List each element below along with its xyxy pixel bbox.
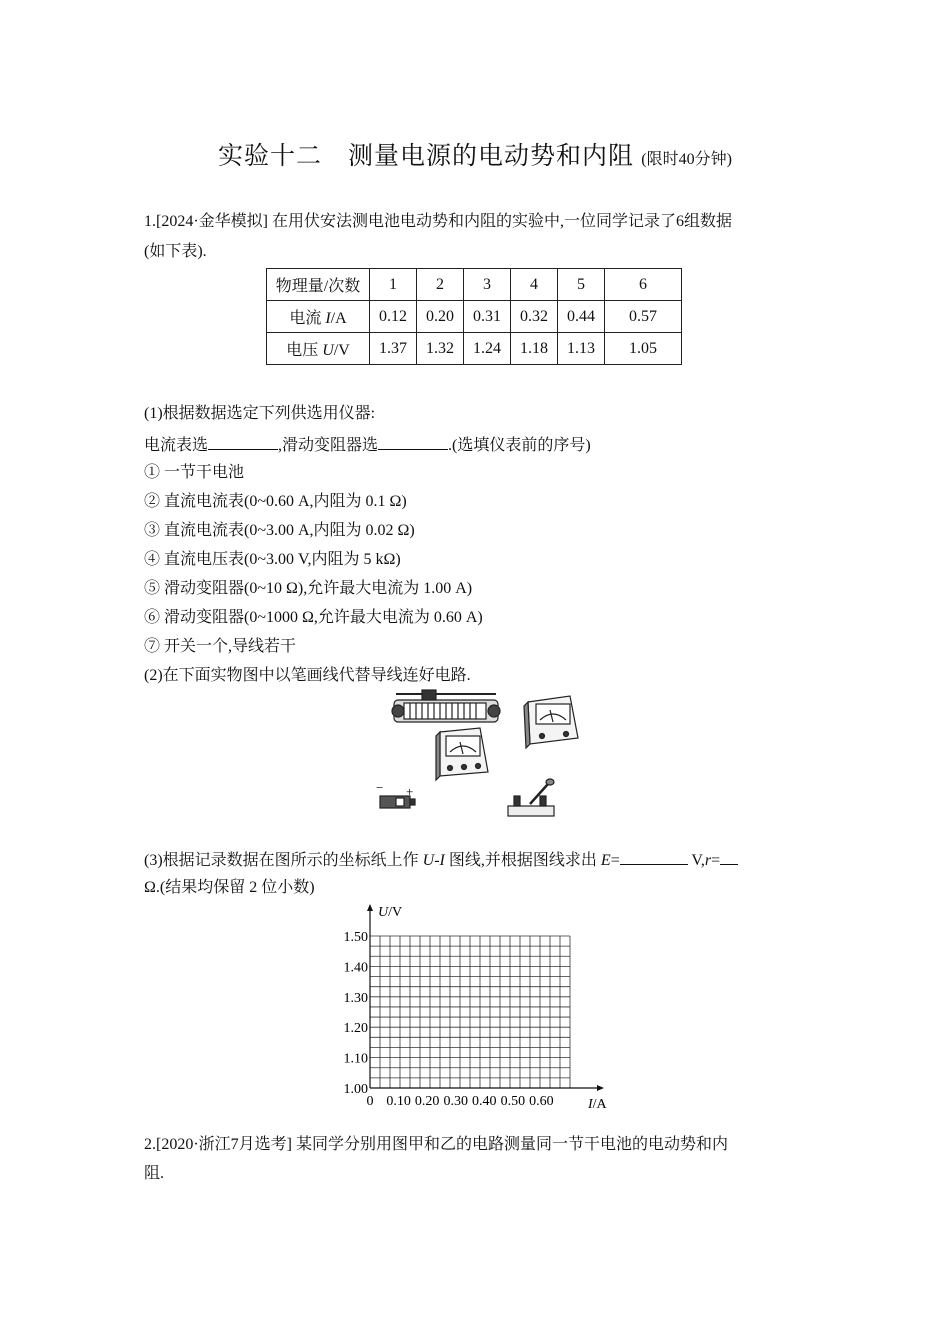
battery-minus-label: − — [376, 780, 384, 795]
table-cell: 1.37 — [370, 333, 417, 365]
rheostat-blank[interactable] — [378, 433, 448, 450]
data-table — [266, 268, 682, 365]
origin-label: 0 — [366, 1094, 374, 1109]
x-tick-label: 0.50 — [500, 1094, 526, 1109]
switch-icon — [508, 779, 554, 816]
option-item: ② 直流电流表(0~0.60 A,内阻为 0.1 Ω) — [144, 493, 407, 510]
table-header-label: 物理量/次数 — [267, 269, 370, 301]
part3-line2: Ω.(结果均保留 2 位小数) — [144, 879, 315, 896]
resistance-blank[interactable] — [720, 848, 738, 865]
part1-fill-line: 电流表选 ,滑动变阻器选 .(选填仪表前的序号) — [144, 433, 591, 457]
part2-title: (2)在下面实物图中以笔画线代替导线连好电路. — [144, 667, 471, 684]
x-tick-label: 0.20 — [414, 1094, 440, 1109]
table-trial: 4 — [511, 269, 558, 301]
x-axis-arrow — [597, 1085, 604, 1091]
meter-icon — [524, 696, 578, 748]
battery-plus-label: + — [406, 784, 414, 799]
option-item: ③ 直流电流表(0~3.00 A,内阻为 0.02 Ω) — [144, 522, 415, 539]
apparatus-figure — [360, 688, 600, 828]
table-cell: 0.20 — [417, 301, 464, 333]
option-item: ⑤ 滑动变阻器(0~10 Ω),允许最大电流为 1.00 A) — [144, 580, 473, 597]
table-row-header — [267, 269, 682, 301]
table-row-current — [267, 301, 682, 333]
table-cell: 0.44 — [558, 301, 605, 333]
table-cell: 1.13 — [558, 333, 605, 365]
option-item: ⑥ 滑动变阻器(0~1000 Ω,允许最大电流为 0.60 A) — [144, 609, 483, 626]
table-trial: 3 — [464, 269, 511, 301]
table-cell: 1.24 — [464, 333, 511, 365]
meter-icon — [436, 728, 488, 780]
table-row-voltage — [267, 333, 682, 365]
q1-intro-line2: (如下表). — [144, 243, 207, 260]
table-cell: 0.31 — [464, 301, 511, 333]
x-axis-label: I/A — [588, 1097, 607, 1112]
table-trial: 1 — [370, 269, 417, 301]
table-voltage-label: 电压 U/V — [267, 333, 370, 365]
emf-blank[interactable] — [620, 848, 688, 865]
table-cell: 1.05 — [605, 333, 682, 365]
table-trial: 2 — [417, 269, 464, 301]
y-tick-label: 1.50 — [343, 930, 368, 945]
q2-line1: 2.[2020·浙江7月选考] 某同学分别用图甲和乙的电路测量同一节干电池的电动势和内 — [144, 1136, 728, 1153]
table-cell: 0.57 — [605, 301, 682, 333]
x-tick-label: 0.10 — [386, 1094, 411, 1109]
ui-graph-chart — [330, 896, 620, 1120]
q2-line2: 阻. — [144, 1165, 165, 1182]
y-axis-arrow — [367, 904, 373, 911]
y-axis-label: U/V — [378, 905, 403, 920]
table-cell: 1.18 — [511, 333, 558, 365]
table-current-label: 电流 I/A — [267, 301, 370, 333]
part1-title: (1)根据数据选定下列供选用仪器: — [144, 405, 376, 422]
option-item: ⑦ 开关一个,导线若干 — [144, 638, 297, 655]
table-cell: 0.12 — [370, 301, 417, 333]
part3-line1: (3)根据记录数据在图所示的坐标纸上作 U-I 图线,并根据图线求出 E= V,r= — [144, 848, 738, 872]
y-tick-label: 1.40 — [343, 960, 368, 976]
x-tick-label: 0.40 — [472, 1094, 497, 1109]
table-trial: 6 — [605, 269, 682, 301]
option-item: ① 一节干电池 — [144, 464, 245, 481]
table-cell: 0.32 — [511, 301, 558, 333]
title-main: 实验十二 测量电源的电动势和内阻 — [218, 143, 635, 170]
rheostat-icon — [392, 690, 500, 722]
y-tick-label: 1.20 — [343, 1021, 368, 1037]
table-trial: 5 — [558, 269, 605, 301]
option-item: ④ 直流电压表(0~3.00 V,内阻为 5 kΩ) — [144, 551, 401, 568]
ammeter-blank[interactable] — [208, 433, 278, 450]
y-tick-label: 1.00 — [343, 1082, 368, 1097]
table-cell: 1.32 — [417, 333, 464, 365]
q1-intro-line1: 1.[2024·金华模拟] 在用伏安法测电池电动势和内阻的实验中,一位同学记录了6组数据 — [144, 213, 732, 230]
page-title — [0, 136, 950, 172]
x-tick-label: 0.60 — [529, 1094, 554, 1109]
x-tick-label: 0.30 — [443, 1094, 468, 1109]
y-tick-label: 1.10 — [343, 1051, 368, 1067]
y-tick-label: 1.30 — [343, 990, 368, 1006]
title-time-limit: (限时40分钟) — [641, 151, 732, 168]
